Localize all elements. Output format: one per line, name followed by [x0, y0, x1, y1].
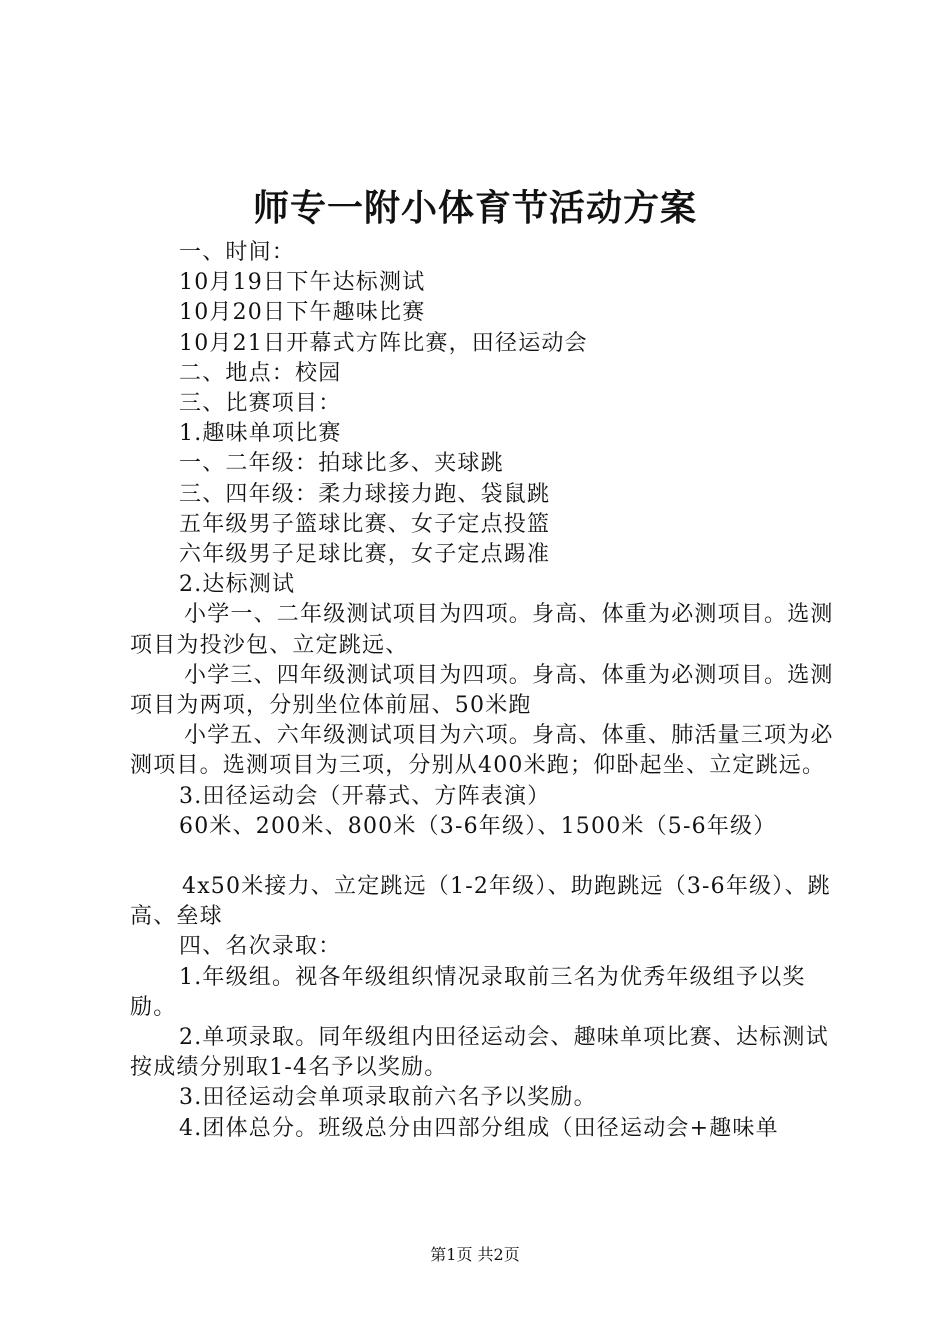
section-heading-ranking: 四、名次录取：: [179, 934, 342, 960]
section-heading-location: 二、地点：校园: [179, 360, 342, 386]
paragraph: 小学一、二年级测试项目为四项。身高、体重为必测项目。选测项目为投沙包、立定跳远、: [130, 602, 834, 658]
subheading-fitness-test: 2.达标测试: [179, 572, 296, 598]
document-title: 师专一附小体育节活动方案: [252, 187, 697, 229]
subheading-track-meet: 3.田径运动会（开幕式、方阵表演）: [179, 783, 551, 809]
track-events-line: 60米、200米、800米（3-6年级）、1500米（5-6年级）: [179, 813, 777, 839]
paragraph: 小学五、六年级测试项目为六项。身高、体重、肺活量三项为必测项目。选测项目为三项，分别从400米跑；仰卧起坐、立定跳远。: [130, 723, 834, 779]
event-line: 六年级男子足球比赛，女子定点踢准: [179, 542, 551, 568]
section-heading-events: 三、比赛项目：: [179, 391, 342, 417]
paragraph: 4x50米接力、立定跳远（1-2年级）、助跑跳远（3-6年级）、跳高、垒球: [130, 874, 831, 930]
paragraph: 2.单项录取。同年级组内田径运动会、趣味单项比赛、达标测试按成绩分别取1-4名予以奖励。: [130, 1025, 829, 1081]
paragraph: 1.年级组。视各年级组织情况录取前三名为优秀年级组予以奖励。: [130, 964, 806, 1020]
section-heading-time: 一、时间：: [179, 240, 296, 265]
paragraph: 3.田径运动会单项录取前六名予以奖励。: [179, 1085, 597, 1111]
paragraph: 4.团体总分。班级总分由四部分组成（田径运动会+趣味单: [179, 1115, 779, 1141]
schedule-line: 10月20日下午趣味比赛: [179, 300, 426, 326]
subheading-fun-events: 1.趣味单项比赛: [179, 421, 342, 447]
event-line: 三、四年级：柔力球接力跑、袋鼠跳: [179, 481, 551, 507]
schedule-line: 10月21日开幕式方阵比赛，田径运动会: [179, 330, 588, 356]
paragraph: 小学三、四年级测试项目为四项。身高、体重为必测项目。选测项目为两项，分别坐位体前屈、50米跑: [130, 662, 834, 719]
schedule-line: 10月19日下午达标测试: [179, 270, 426, 296]
event-line: 五年级男子篮球比赛、女子定点投篮: [179, 511, 551, 537]
event-line: 一、二年级：拍球比多、夹球跳: [179, 451, 504, 477]
blank-line: [130, 842, 835, 872]
document-body: [130, 238, 835, 1144]
page-footer: 第1页 共2页: [430, 1245, 520, 1264]
